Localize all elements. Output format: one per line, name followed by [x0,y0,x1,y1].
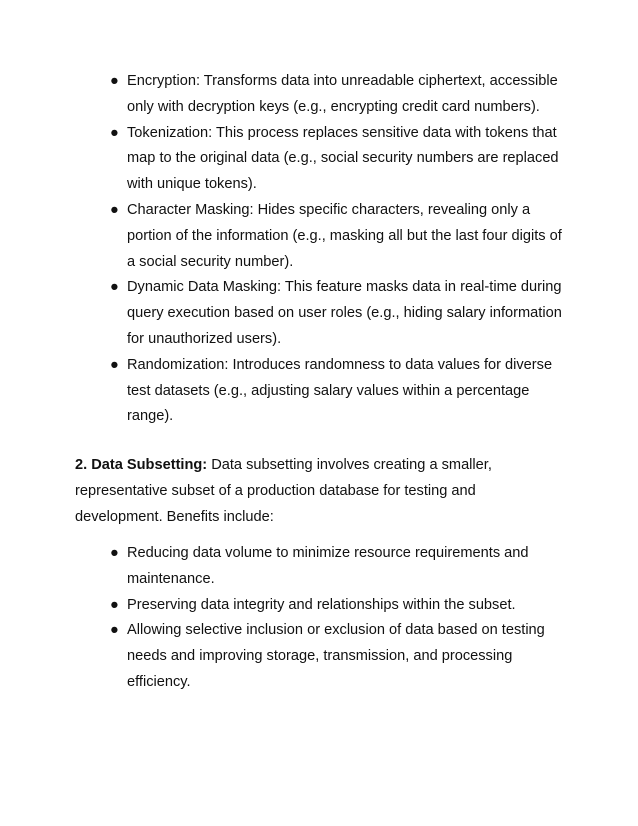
list-item-reducing-volume [0,541,638,593]
bullet-icon: ● [110,124,119,141]
list-item-preserving-integrity [0,593,638,619]
bullet-icon: ● [110,201,119,218]
list-item-text: Character Masking: Hides specific characters, revealing only a portion of the information (e.g., masking all but the last four digits of a social security number). [127,201,562,270]
section-body: Data subsetting involves creating a smaller, representative subset of a production database for testing and development. Benefits include: [75,457,492,525]
list-item-text: Randomization: Introduces randomness to data values for diverse test datasets (e.g., adjusting salary values within a percentage range). [127,356,553,425]
bullet-icon: ● [110,596,119,613]
list-item-text: Encryption: Transforms data into unreadable ciphertext, accessible only with decryption keys (e.g., encrypting credit card numbers). [127,73,558,115]
list-item-text: Dynamic Data Masking: This feature masks data in real-time during query execution based on user roles (e.g., hiding salary information for unauthorized users). [127,279,562,347]
list-item-text: Preserving data integrity and relationships within the subset. [127,596,516,613]
bullet-icon: ● [110,356,119,373]
list-item-encryption [0,69,638,121]
list-item-character-masking [0,198,638,275]
subsetting-benefits-list [0,541,638,696]
list-item-tokenization [0,121,638,198]
bullet-icon: ● [110,279,119,296]
list-item-randomization [0,353,638,430]
bullet-icon: ● [110,622,119,639]
section-heading: 2. Data Subsetting: [75,457,208,473]
data-subsetting-paragraph [75,453,565,530]
bullet-icon: ● [110,545,119,561]
list-item-selective-inclusion [0,618,638,695]
list-item-text: Tokenization: This process replaces sensitive data with tokens that map to the original data (e.g., social security numbers are replaced with unique tokens). [127,124,559,193]
list-item-text: Reducing data volume to minimize resource requirements and maintenance. [127,545,529,587]
masking-techniques-list [0,69,638,430]
list-item-dynamic-data-masking [0,275,638,352]
bullet-icon: ● [110,73,119,89]
list-item-text: Allowing selective inclusion or exclusion of data based on testing needs and improving storage, transmission, and processing efficiency. [127,622,545,690]
